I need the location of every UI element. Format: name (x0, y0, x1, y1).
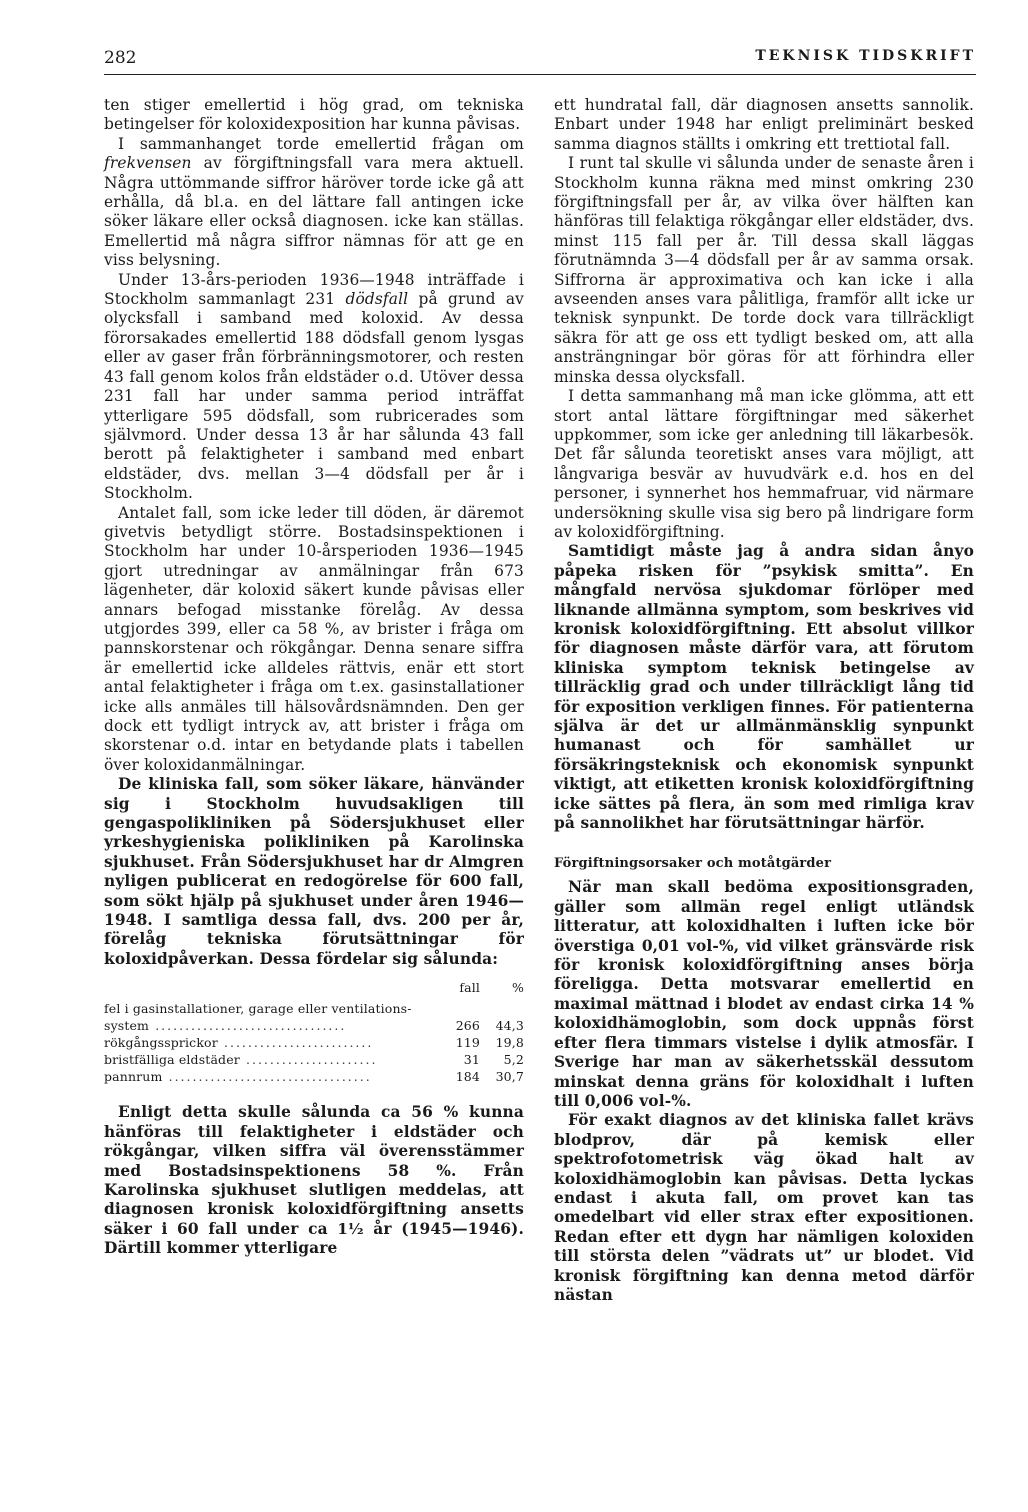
table-cell-label: pannrum (104, 1069, 163, 1085)
right-paragraph-2: I runt tal skulle vi sålunda under de senaste åren i Stockholm kunna räkna med minst omkring 230 förgiftningsfall per år, av vilka över hälften kan hänföras till felaktiga rökgångar eller eldstäder, dvs. minst 115 fall per år. Till dessa skall läggas förutnämnda 3—4 dödsfall per år av samma orsak. Siffrorna är approximativa och kan icke i alla avseenden anses vara pålitliga, framför allt icke ur teknisk synpunkt. De torde dock vara tillräckligt säkra för att ge oss ett tydligt besked om, att alla ansträngningar bör göras för att förhindra eller minska dessa olycksfall. (554, 154, 975, 386)
left-paragraph-2: I sammanhanget torde emellertid frågan om frekvensen av förgiftningsfall vara mera aktuell. Några uttömmande siffror häröver torde icke gå att erhålla, då bl.a. en del lättare fall antingen icke söker läkare eller också diagnosen. icke kan ställas. Emellertid må några siffror nämnas för att ge en viss belysning. (104, 134, 524, 270)
right-column (554, 96, 974, 1305)
table-cell-percent: 5,2 (503, 1052, 524, 1068)
dot-leader: .................................. (168, 1069, 372, 1085)
right-paragraph-5: När man skall bedöma expositionsgraden, gäller som allmän regel enligt utländsk litteratur, att koloxidhalten i luften icke bör överstiga 0,01 vol-%, vid vilket gränsvärde risk för kronisk koloxidförgiftning anses börja föreligga. Detta motsvarar emellertid en maximal mättnad i blodet av endast cirka 14 % koloxidhämoglobin, som dock uppnås först efter flera timmars vistelse i dylik atmosfär. I Sverige har man av säkerhetsskäl dessutom minskat denna gräns för koloxidhalt i luften till 0,006 vol-%. (554, 878, 974, 1110)
table-row (104, 1000, 524, 1017)
left-paragraph-3: Under 13-års-perioden 1936—1948 inträffade i Stockholm sammanlagt 231 dödsfall på grund av olycksfall i samband med koloxid. Av dessa förorsakades emellertid 188 dödsfall genom lysgas eller av gaser från förbränningsmotorer, och resten 43 fall genom kolos från eldstäder o.d. Utöver dessa 231 fall har under samma period inträffat ytterligare 595 dödsfall, som rubricerades som självmord. Under dessa 13 år har sålunda 43 fall berott på felaktigheter i samband med enbart eldstäder, dvs. mellan 3—4 dödsfall per år i Stockholm. (104, 270, 524, 503)
right-paragraph-1: ett hundratal fall, där diagnosen ansetts sannolik. Enbart under 1948 har enligt preliminärt besked samma diagnos ställts i omkring ett trettiotal fall. (554, 96, 974, 153)
table-cell-label: system (104, 1018, 150, 1034)
table-cell-fall: 31 (463, 1052, 480, 1068)
journal-title: TEKNISK TIDSKRIFT (755, 48, 976, 64)
table-cell-fall: 266 (455, 1018, 480, 1034)
right-paragraph-3: I detta sammanhang må man icke glömma, att ett stort antal lättare förgiftningar med säkerhet uppkommer, som icke ger anledning till läkarbesök. Det får sålunda teoretiskt anses vara möjligt, att långvariga besvär av huvudvärk e.d. hos en del personer, i synnerhet hos hemmafruar, vid närmare undersökning skulle visa sig bero på lindrigare form av koloxidförgiftning. (554, 387, 974, 541)
table-cell-fall: 119 (455, 1035, 480, 1051)
page-header (104, 40, 976, 75)
section-heading: Förgiftningsorsaker och motåtgärder (554, 856, 832, 872)
table-cell-percent: 19,8 (495, 1035, 524, 1051)
fraction: 1½ (337, 1219, 364, 1238)
left-paragraph-5: De kliniska fall, som söker läkare, hänvänder sig i Stockholm huvudsakligen till gengaspolikliniken på Södersjukhuset eller yrkeshygieniska polikliniken på Karolinska sjukhuset. Från Södersjukhuset har dr Almgren nyligen publicerat en redogörelse för 600 fall, som sökt hjälp på sjukhuset under åren 1946—1948. I samtliga dessa fall, dvs. 200 per år, förelåg tekniska förutsättningar för koloxidpåverkan. Dessa fördelar sig sålunda: (104, 775, 524, 968)
emphasis-dodsfall: dödsfall (345, 290, 409, 309)
table-row (104, 1068, 524, 1085)
left-column (104, 96, 524, 1259)
column-header-fall: fall (459, 980, 480, 996)
table-cell-label: rökgångssprickor (104, 1035, 218, 1051)
table-cell-label: fel i gasinstallationer, garage eller ventilations- (104, 1001, 412, 1017)
column-header-percent: % (511, 980, 524, 996)
table-cell-percent: 44,3 (495, 1018, 524, 1034)
table-row (104, 1051, 524, 1068)
dot-leader: ......................... (224, 1035, 374, 1051)
right-paragraph-4: Samtidigt måste jag å andra sidan ånyo påpeka risken för ”psykisk smitta”. En mångfald nervösa sjukdomar förlöper med liknande allmänna symptom, som beskrives vid kronisk koloxidförgiftning. Ett absolut villkor för diagnosen måste därför vara, att förutom kliniska symptom teknisk betingelse av tillräcklig grad och under tillräckligt lång tid för exposition verkligen finnes. För patienterna själva är det ur allmänmänsklig synpunkt humanast och för samhället ur försäkringsteknisk och ekonomisk synpunkt viktigt, att etiketten kronisk koloxidförgiftning icke sättes på flera, än som med rimliga krav på sannolikhet har förutsättningar härför. (554, 542, 974, 833)
dot-leader: ................................ (155, 1018, 347, 1034)
statistics-table (104, 979, 524, 1085)
dot-leader: ...................... (246, 1052, 378, 1068)
table-cell-fall: 184 (455, 1069, 480, 1085)
emphasis-frekvensen: frekvensen (104, 154, 192, 173)
table-row (104, 1034, 524, 1051)
left-paragraph-6: Enligt detta skulle sålunda ca 56 % kunna hänföras till felaktigheter i eldstäder och rökgångar, vilken siffra väl överensstämmer med Bostadsinspektionens 58 %. Från Karolinska sjukhuset slutligen meddelas, att diagnosen kronisk koloxidförgiftning ansetts säker i 60 fall under ca 1½ år (1945—1946). Därtill kommer ytterligare (104, 1103, 524, 1258)
page-number: 282 (104, 48, 137, 68)
table-header-row (104, 979, 524, 1000)
table-cell-percent: 30,7 (495, 1069, 524, 1085)
table-row (104, 1017, 524, 1034)
left-paragraph-4: Antalet fall, som icke leder till döden, är däremot givetvis betydligt större. Bostadsinspektionen i Stockholm har under 10-årsperioden 1936—1945 gjort utredningar av anmälningar från 673 lägenheter, där koloxid säkert kunde påvisas eller annars befogad misstanke förelåg. Av dessa utgjordes 399, eller ca 58 %, av brister i fråga om pannskorstenar och rökgångar. Denna senare siffra är emellertid icke alldeles rättvis, enär ett stort antal felaktigheter i fråga om t.ex. gasinstallationer icke alls anmäles till hälsovårdsnämnden. Den ger dock ett tydligt intryck av, att brister i fråga om skorstenar o.d. intar en betydande plats i tabellen över koloxidanmälningar. (104, 503, 524, 774)
left-paragraph-1: ten stiger emellertid i hög grad, om tekniska betingelser för koloxidexposition har kunna påvisas. (104, 96, 524, 134)
table-cell-label: bristfälliga eldstäder (104, 1052, 240, 1068)
right-paragraph-6: För exakt diagnos av det kliniska fallet krävs blodprov, där på kemisk eller spektrofotometrisk väg ökad halt av koloxidhämoglobin kan påvisas. Detta lyckas endast i akuta fall, om provet kan tas omedelbart vid eller strax efter expositionen. Redan efter ett dygn har nämligen koloxiden till största delen ”vädrats ut” ur blodet. Vid kronisk förgiftning kan denna metod därför nästan (554, 1111, 974, 1304)
